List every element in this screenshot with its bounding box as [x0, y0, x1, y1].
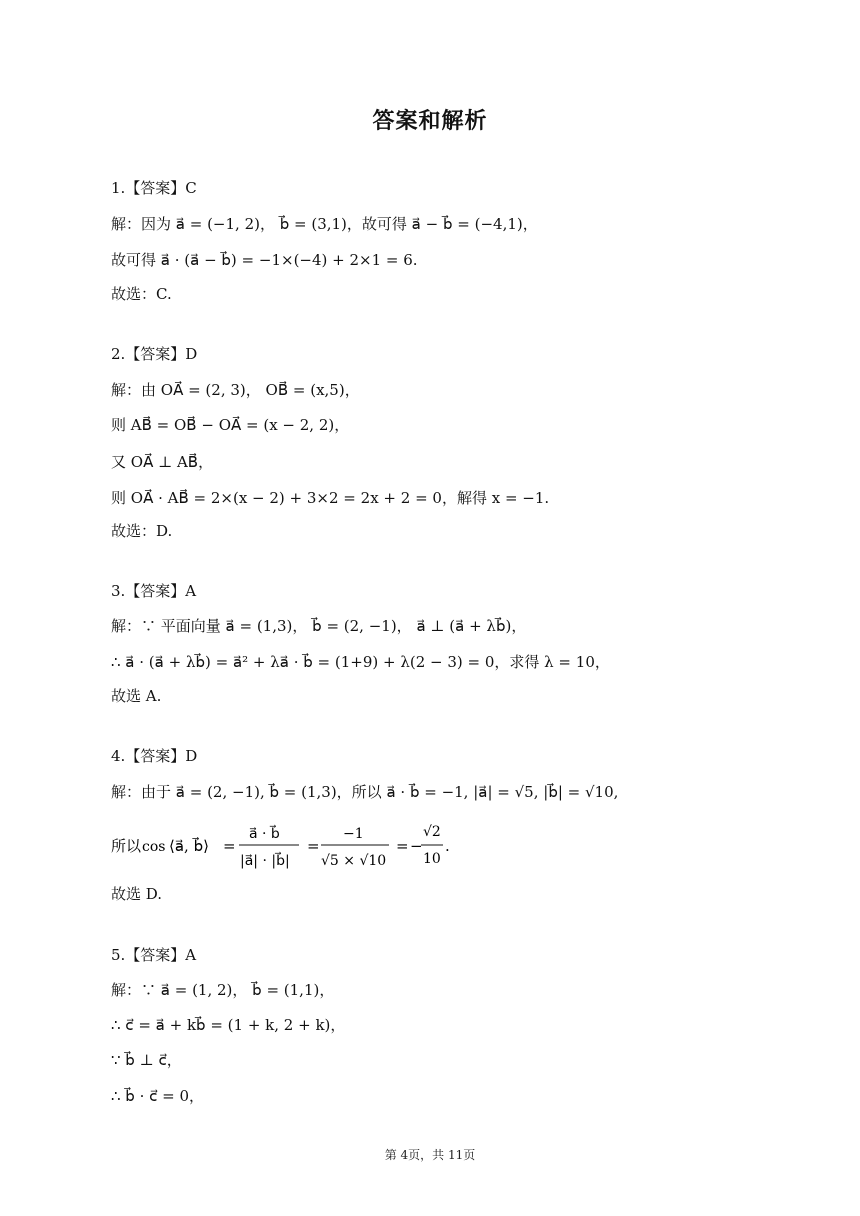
- formula-den1: |a⃗| · |b⃗|: [240, 853, 290, 869]
- solution-line: 解：因为 a⃗ = (−1, 2)， b⃗ = (3,1)，故可得 a⃗ − b⃗ = (−4,1)，: [111, 215, 538, 233]
- solution-line: 则 AB⃗ = OB⃗ − OA⃗ = (x − 2, 2)，: [111, 416, 350, 434]
- solution-line: 解：∵ a⃗ = (1, 2)， b⃗ = (1,1)，: [111, 981, 335, 999]
- formula-angle: ⟨a⃗, b⃗⟩: [169, 837, 209, 855]
- answer-heading: 5.【答案】A: [111, 946, 197, 964]
- formula-neg: −: [410, 837, 423, 855]
- formula-eq1: =: [223, 837, 236, 855]
- solution-line: 故选：C.: [111, 285, 172, 303]
- solution-line: 解：由 OA⃗ = (2, 3)， OB⃗ = (x,5)，: [111, 381, 360, 399]
- formula-prefix: 所以: [111, 837, 142, 855]
- answer-heading: 1.【答案】C: [111, 179, 197, 197]
- formula-end: .: [445, 837, 450, 855]
- page-title: 答案和解析: [372, 109, 488, 134]
- solution-line: ∵ b⃗ ⊥ c⃗，: [111, 1051, 182, 1069]
- formula-cos: cos: [142, 839, 166, 855]
- solution-line: 解：∵ 平面向量 a⃗ = (1,3)， b⃗ = (2, −1)， a⃗ ⊥ (a⃗ + λb⃗)，: [111, 617, 527, 635]
- solution-line: ∴ b⃗ · c⃗ = 0，: [111, 1087, 205, 1105]
- solution-line: ∴ a⃗ · (a⃗ + λb⃗) = a⃗² + λa⃗ · b⃗ = (1+9) + λ(2 − 3) = 0，求得 λ = 10，: [111, 653, 610, 671]
- solution-line: 解：由于 a⃗ = (2, −1), b⃗ = (1,3)，所以 a⃗ · b⃗ = −1, |a⃗| = √5, |b⃗| = √10,: [111, 783, 619, 801]
- solution-line: 故选：D.: [111, 522, 173, 540]
- formula-num3: √2: [423, 824, 441, 840]
- page-footer: 第 4页，共 11页: [384, 1148, 476, 1162]
- solution-line: 则 OA⃗ · AB⃗ = 2×(x − 2) + 3×2 = 2x + 2 = 0，解得 x = −1.: [111, 489, 550, 507]
- solution-line: 又 OA⃗ ⊥ AB⃗，: [111, 453, 214, 471]
- solution-line: 故选 D.: [111, 885, 163, 903]
- solution-line: ∴ c⃗ = a⃗ + kb⃗ = (1 + k, 2 + k)，: [111, 1016, 346, 1034]
- formula-num1: a⃗ · b⃗: [249, 826, 280, 842]
- solution-line: 故选 A.: [111, 687, 162, 705]
- formula-den3: 10: [423, 851, 441, 867]
- answer-heading: 4.【答案】D: [111, 747, 198, 765]
- formula-den2: √5 × √10: [321, 853, 387, 869]
- formula-eq3: =: [396, 837, 409, 855]
- answer-heading: 2.【答案】D: [111, 345, 198, 363]
- cosine-formula: [111, 818, 611, 874]
- formula-eq2: =: [307, 837, 320, 855]
- answer-heading: 3.【答案】A: [111, 582, 197, 600]
- formula-num2: −1: [343, 826, 364, 842]
- solution-line: 故可得 a⃗ · (a⃗ − b⃗) = −1×(−4) + 2×1 = 6.: [111, 251, 418, 269]
- cosine-formula-svg: [111, 818, 611, 874]
